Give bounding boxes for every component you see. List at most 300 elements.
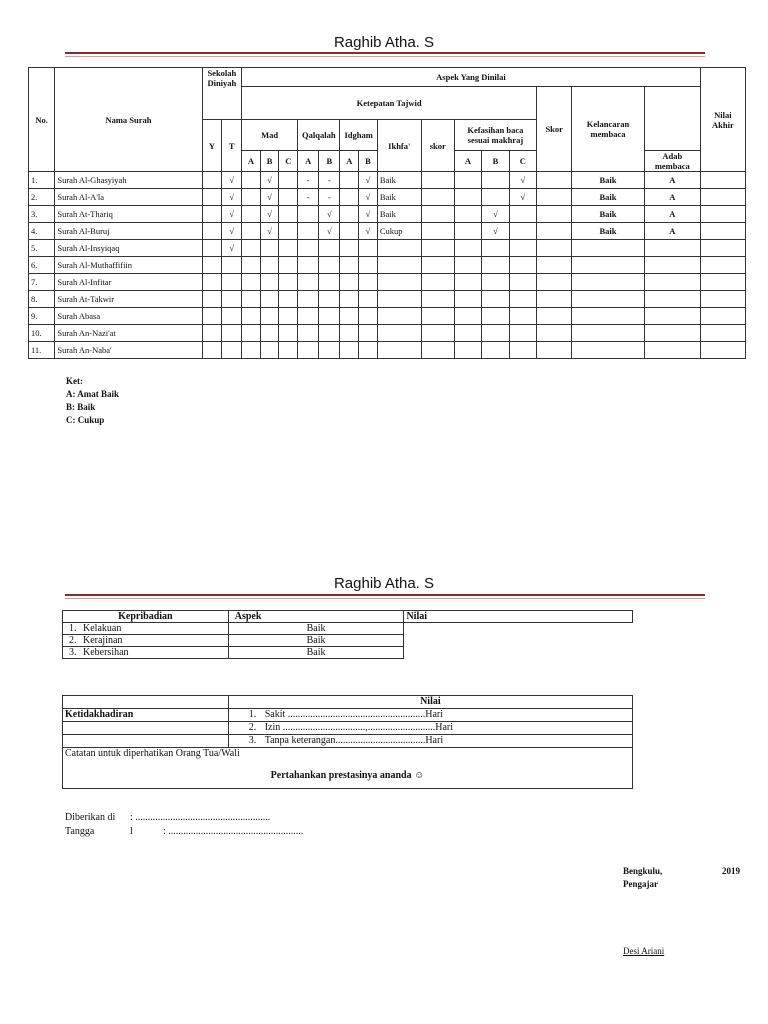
cell-kelancaran	[572, 274, 645, 291]
header-kelancaran: Kelancaran membaca	[572, 87, 645, 172]
absence-number: 1.	[248, 709, 257, 720]
ket-label: Ket:	[66, 376, 83, 386]
cell-surah: Surah Al-Buruj	[55, 223, 202, 240]
cell-qal-b	[319, 308, 340, 325]
cell-kef-a	[454, 274, 481, 291]
cell-qal-a	[298, 223, 319, 240]
header-qal-b: B	[319, 151, 340, 172]
cell-ikhfa: Baik	[377, 206, 421, 223]
cell-y	[202, 189, 222, 206]
cell-surah: Surah Al-Infitar	[55, 274, 202, 291]
cell-qal-b: √	[319, 223, 340, 240]
cell-kef-c	[509, 257, 536, 274]
cell-surah: Surah Al-A'la	[55, 189, 202, 206]
cell-akhir	[700, 342, 745, 359]
cell-skor2	[537, 325, 572, 342]
cell-kef-b	[482, 240, 509, 257]
cell-skor2	[537, 240, 572, 257]
cell-kelancaran	[572, 308, 645, 325]
aspek-number: 1.	[69, 623, 77, 634]
header-mad: Mad	[242, 120, 298, 151]
cell-kelancaran: Baik	[572, 172, 645, 189]
cell-kef-c	[509, 274, 536, 291]
cell-qal-a	[298, 291, 319, 308]
header-idg-a: A	[340, 151, 359, 172]
cell-mad-c	[279, 223, 298, 240]
cell-surah: Surah At-Takwir	[55, 291, 202, 308]
kepribadian-table	[62, 610, 633, 659]
cell-mad-b	[260, 240, 279, 257]
cell-no: 7.	[29, 274, 55, 291]
cell-kef-a	[454, 172, 481, 189]
page-title-2: Raghib Atha. S	[333, 575, 435, 592]
cell-qal-a	[298, 240, 319, 257]
cell-surah: Surah Al-Muthaffifiin	[55, 257, 202, 274]
cell-akhir	[700, 189, 745, 206]
cell-mad-a	[242, 325, 261, 342]
header-skor: Skor	[537, 87, 572, 172]
cell-no: 5.	[29, 240, 55, 257]
cell-t	[222, 325, 242, 342]
cell-mad-a	[242, 274, 261, 291]
cell-ikhfa: Cukup	[377, 223, 421, 240]
cell-kelancaran	[572, 257, 645, 274]
cell-kelancaran: Baik	[572, 189, 645, 206]
cell-adab	[644, 274, 700, 291]
cell-y	[202, 240, 222, 257]
aspek-name: Kerajinan	[83, 635, 123, 646]
cell-idg-b	[359, 274, 378, 291]
header-nilai-akhir: Nilai Akhir	[700, 68, 745, 172]
cell-t: √	[222, 172, 242, 189]
absence-number: 3.	[248, 735, 257, 746]
cell-qal-a	[298, 342, 319, 359]
cell-mad-c	[279, 308, 298, 325]
cell-surah: Surah At-Thariq	[55, 206, 202, 223]
header-ketepatan-tajwid: Ketepatan Tajwid	[242, 87, 537, 120]
header-skor2: skor	[421, 120, 454, 172]
header-kef-c: C	[509, 151, 536, 172]
cell-akhir	[700, 274, 745, 291]
cell-kef-a	[454, 223, 481, 240]
tanggal-value: : ......................................................	[163, 826, 304, 837]
cell-surah: Surah Al-Insyiqaq	[55, 240, 202, 257]
table-row	[29, 206, 746, 223]
page-title: Raghib Atha. S	[333, 34, 435, 51]
cell-mad-c	[279, 342, 298, 359]
header-nama-surah: Nama Surah	[55, 68, 202, 172]
cell-ikhfa	[377, 308, 421, 325]
header-qal-a: A	[298, 151, 319, 172]
ketidakhadiran-table	[62, 695, 633, 789]
ketidakhadiran-label: Ketidakhadiran	[63, 709, 229, 722]
cell-skor	[421, 223, 454, 240]
absence-cell	[228, 709, 632, 722]
cell-kef-b	[482, 172, 509, 189]
cell-mad-b	[260, 342, 279, 359]
sign-place: Bengkulu,	[623, 866, 663, 876]
cell-kef-a	[454, 189, 481, 206]
cell-skor2	[537, 308, 572, 325]
table-row	[29, 291, 746, 308]
cell-skor2	[537, 189, 572, 206]
table-row	[29, 308, 746, 325]
cell-t: √	[222, 240, 242, 257]
cell-mad-b: √	[260, 206, 279, 223]
cell-akhir	[700, 223, 745, 240]
cell-kef-a	[454, 325, 481, 342]
cell-y	[202, 223, 222, 240]
cell-mad-b	[260, 274, 279, 291]
catatan-text: Pertahankan prestasinya ananda ☺	[270, 770, 425, 781]
cell-mad-b	[260, 291, 279, 308]
title-rule-thin-2	[65, 598, 705, 599]
aspek-number: 2.	[69, 635, 77, 646]
cell-qal-a	[298, 274, 319, 291]
cell-kef-c: √	[509, 189, 536, 206]
cell-idg-a	[340, 257, 359, 274]
cell-skor2	[537, 291, 572, 308]
cell-kelancaran: Baik	[572, 206, 645, 223]
cell-ikhfa	[377, 274, 421, 291]
title-rule-thin	[65, 56, 705, 57]
cell-kef-b: √	[482, 223, 509, 240]
table-row	[63, 623, 633, 635]
catatan-label: Catatan untuk diperhatikan Orang Tua/Wali	[65, 748, 240, 759]
cell-mad-a	[242, 223, 261, 240]
table-row	[29, 240, 746, 257]
cell-kef-c	[509, 342, 536, 359]
aspek-cell	[63, 623, 229, 635]
cell-idg-b	[359, 342, 378, 359]
sign-name: Desi Ariani	[623, 946, 665, 956]
cell-mad-a	[242, 206, 261, 223]
header-ikhfa: Ikhfa'	[377, 120, 421, 172]
cell-no: 1.	[29, 172, 55, 189]
cell-qal-b	[319, 240, 340, 257]
kepribadian-label: Kepribadian	[63, 611, 229, 623]
cell-surah: Surah Abasa	[55, 308, 202, 325]
cell-kef-c	[509, 223, 536, 240]
table-row	[29, 274, 746, 291]
cell-ikhfa	[377, 325, 421, 342]
sign-year: 2019	[722, 866, 740, 876]
cell-mad-b	[260, 308, 279, 325]
cell-qal-b	[319, 325, 340, 342]
cell-adab: A	[644, 206, 700, 223]
cell-kelancaran	[572, 325, 645, 342]
ket-a: A: Amat Baik	[66, 389, 120, 399]
cell-qal-a	[298, 325, 319, 342]
cell-no: 10.	[29, 325, 55, 342]
cell-skor2	[537, 274, 572, 291]
cell-adab	[644, 308, 700, 325]
cell-skor	[421, 206, 454, 223]
cell-skor2	[537, 342, 572, 359]
cell-kef-b	[482, 342, 509, 359]
cell-kef-c	[509, 291, 536, 308]
header-sekolah-diniyah: Sekolah Diniyah	[202, 68, 242, 120]
cell-kef-a	[454, 291, 481, 308]
cell-skor	[421, 342, 454, 359]
header-t: T	[222, 120, 242, 172]
absence-number: 2.	[248, 722, 257, 733]
tanggal-mark: l	[130, 826, 133, 837]
aspek-name: Kelakuan	[83, 623, 122, 634]
cell-qal-a	[298, 206, 319, 223]
cell-qal-b	[319, 274, 340, 291]
cell-surah: Surah Al-Ghasyiyah	[55, 172, 202, 189]
cell-akhir	[700, 291, 745, 308]
cell-kef-a	[454, 206, 481, 223]
cell-mad-c	[279, 274, 298, 291]
sign-role: Pengajar	[623, 879, 658, 889]
cell-ikhfa	[377, 342, 421, 359]
cell-adab: A	[644, 189, 700, 206]
cell-mad-b: √	[260, 189, 279, 206]
ketidakhadiran-nilai-header: Nilai	[228, 696, 632, 709]
cell-adab	[644, 257, 700, 274]
header-mad-c: C	[279, 151, 298, 172]
cell-adab	[644, 291, 700, 308]
ket-b: B: Baik	[66, 402, 96, 412]
table-row	[29, 223, 746, 240]
header-adab-top	[644, 87, 700, 151]
cell-mad-a	[242, 189, 261, 206]
absence-cell	[228, 735, 632, 748]
header-mad-b: B	[260, 151, 279, 172]
table-row	[63, 635, 633, 647]
aspek-name: Kebersihan	[83, 647, 129, 658]
table-row	[29, 172, 746, 189]
cell-skor2	[537, 257, 572, 274]
cell-y	[202, 206, 222, 223]
cell-skor	[421, 274, 454, 291]
cell-no: 4.	[29, 223, 55, 240]
header-y: Y	[202, 120, 222, 172]
cell-mad-c	[279, 325, 298, 342]
header-kef-b: B	[482, 151, 509, 172]
cell-idg-b: √	[359, 172, 378, 189]
cell-ikhfa: Baik	[377, 172, 421, 189]
header-no: No.	[29, 68, 55, 172]
cell-idg-b	[359, 240, 378, 257]
cell-adab	[644, 342, 700, 359]
cell-mad-a	[242, 291, 261, 308]
aspek-header: Aspek	[228, 611, 404, 623]
table-row	[63, 709, 633, 722]
cell-mad-a	[242, 308, 261, 325]
cell-kef-b: √	[482, 206, 509, 223]
cell-idg-a	[340, 172, 359, 189]
header-idg-b: B	[359, 151, 378, 172]
cell-mad-a	[242, 342, 261, 359]
cell-kef-a	[454, 240, 481, 257]
table-row	[29, 325, 746, 342]
cell-skor	[421, 240, 454, 257]
cell-kef-a	[454, 342, 481, 359]
header-idgham: Idgham	[340, 120, 377, 151]
cell-mad-c	[279, 291, 298, 308]
cell-kelancaran	[572, 240, 645, 257]
cell-t	[222, 291, 242, 308]
cell-mad-c	[279, 172, 298, 189]
table-row	[63, 735, 633, 748]
cell-mad-a	[242, 240, 261, 257]
cell-idg-b: √	[359, 189, 378, 206]
nilai-cell: Baik	[228, 647, 404, 659]
cell-no: 8.	[29, 291, 55, 308]
cell-idg-a	[340, 308, 359, 325]
tanggal-label: Tangga	[65, 826, 95, 837]
cell-mad-b: √	[260, 223, 279, 240]
header-adab: Adab membaca	[644, 151, 700, 172]
cell-skor	[421, 308, 454, 325]
cell-adab	[644, 325, 700, 342]
cell-mad-c	[279, 257, 298, 274]
cell-mad-b	[260, 325, 279, 342]
table-row	[29, 257, 746, 274]
cell-mad-c	[279, 240, 298, 257]
title-rule	[65, 52, 705, 54]
cell-skor2	[537, 223, 572, 240]
cell-kef-b	[482, 189, 509, 206]
cell-idg-b: √	[359, 206, 378, 223]
cell-t	[222, 257, 242, 274]
cell-kelancaran	[572, 291, 645, 308]
cell-qal-a	[298, 308, 319, 325]
cell-t: √	[222, 206, 242, 223]
absence-text: Sakit .......................................................Hari	[264, 709, 444, 720]
cell-kef-b	[482, 291, 509, 308]
cell-y	[202, 325, 222, 342]
cell-kef-c: √	[509, 172, 536, 189]
cell-idg-b	[359, 291, 378, 308]
surah-assessment-table	[28, 67, 746, 359]
cell-idg-a	[340, 342, 359, 359]
cell-idg-a	[340, 206, 359, 223]
cell-idg-a	[340, 240, 359, 257]
cell-adab	[644, 240, 700, 257]
cell-kef-a	[454, 308, 481, 325]
aspek-cell	[63, 647, 229, 659]
cell-akhir	[700, 308, 745, 325]
cell-idg-a	[340, 189, 359, 206]
cell-y	[202, 308, 222, 325]
cell-mad-b: √	[260, 172, 279, 189]
cell-idg-b	[359, 325, 378, 342]
cell-akhir	[700, 325, 745, 342]
cell-mad-a	[242, 172, 261, 189]
cell-skor	[421, 291, 454, 308]
cell-idg-a	[340, 325, 359, 342]
ketidakhadiran-blank	[63, 735, 229, 748]
cell-y	[202, 172, 222, 189]
cell-ikhfa	[377, 240, 421, 257]
cell-skor	[421, 325, 454, 342]
table-row	[63, 647, 633, 659]
cell-no: 6.	[29, 257, 55, 274]
cell-kef-c	[509, 240, 536, 257]
nilai-cell: Baik	[228, 635, 404, 647]
cell-mad-b	[260, 257, 279, 274]
absence-text: Tanpa keterangan....................................Hari	[264, 735, 444, 746]
absence-text: Izin .................................,...........................Hari	[264, 722, 454, 733]
cell-kef-c	[509, 325, 536, 342]
header-kef-a: A	[454, 151, 481, 172]
cell-qal-a: -	[298, 189, 319, 206]
cell-t: √	[222, 223, 242, 240]
cell-no: 9.	[29, 308, 55, 325]
cell-surah: Surah An-Nazi'at	[55, 325, 202, 342]
cell-akhir	[700, 240, 745, 257]
title-rule-2	[65, 594, 705, 596]
cell-idg-a	[340, 274, 359, 291]
cell-qal-b: -	[319, 189, 340, 206]
cell-t	[222, 308, 242, 325]
cell-kef-b	[482, 308, 509, 325]
cell-akhir	[700, 206, 745, 223]
cell-adab: A	[644, 223, 700, 240]
cell-qal-b	[319, 291, 340, 308]
table-row	[29, 342, 746, 359]
cell-kef-b	[482, 325, 509, 342]
ketidakhadiran-blank	[63, 722, 229, 735]
header-kefasihan: Kefasihan baca sesuai makhraj	[454, 120, 536, 151]
cell-skor2	[537, 172, 572, 189]
cell-idg-b	[359, 257, 378, 274]
cell-skor	[421, 172, 454, 189]
aspek-number: 3.	[69, 647, 77, 658]
cell-kef-c	[509, 308, 536, 325]
cell-y	[202, 291, 222, 308]
cell-qal-a: -	[298, 172, 319, 189]
cell-surah: Surah An-Naba'	[55, 342, 202, 359]
table-row	[29, 189, 746, 206]
header-qalqalah: Qalqalah	[298, 120, 340, 151]
cell-qal-b	[319, 257, 340, 274]
cell-ikhfa	[377, 291, 421, 308]
cell-kef-c	[509, 206, 536, 223]
cell-qal-b	[319, 342, 340, 359]
cell-skor	[421, 189, 454, 206]
cell-qal-a	[298, 257, 319, 274]
absence-cell	[228, 722, 632, 735]
nilai-header: Nilai	[404, 611, 633, 623]
cell-mad-c	[279, 189, 298, 206]
cell-qal-b: √	[319, 206, 340, 223]
cell-adab: A	[644, 172, 700, 189]
cell-y	[202, 274, 222, 291]
header-aspek: Aspek Yang Dinilai	[242, 68, 701, 87]
cell-idg-a	[340, 223, 359, 240]
cell-kef-a	[454, 257, 481, 274]
ketidakhadiran-blank	[63, 696, 229, 709]
diberikan-value: : ......................................................	[130, 812, 271, 823]
cell-y	[202, 342, 222, 359]
cell-t	[222, 274, 242, 291]
cell-akhir	[700, 257, 745, 274]
ket-legend	[66, 375, 119, 427]
cell-no: 2.	[29, 189, 55, 206]
cell-idg-b: √	[359, 223, 378, 240]
cell-skor2	[537, 206, 572, 223]
cell-ikhfa: Baik	[377, 189, 421, 206]
header-mad-a: A	[242, 151, 261, 172]
cell-t: √	[222, 189, 242, 206]
cell-t	[222, 342, 242, 359]
cell-kef-b	[482, 274, 509, 291]
